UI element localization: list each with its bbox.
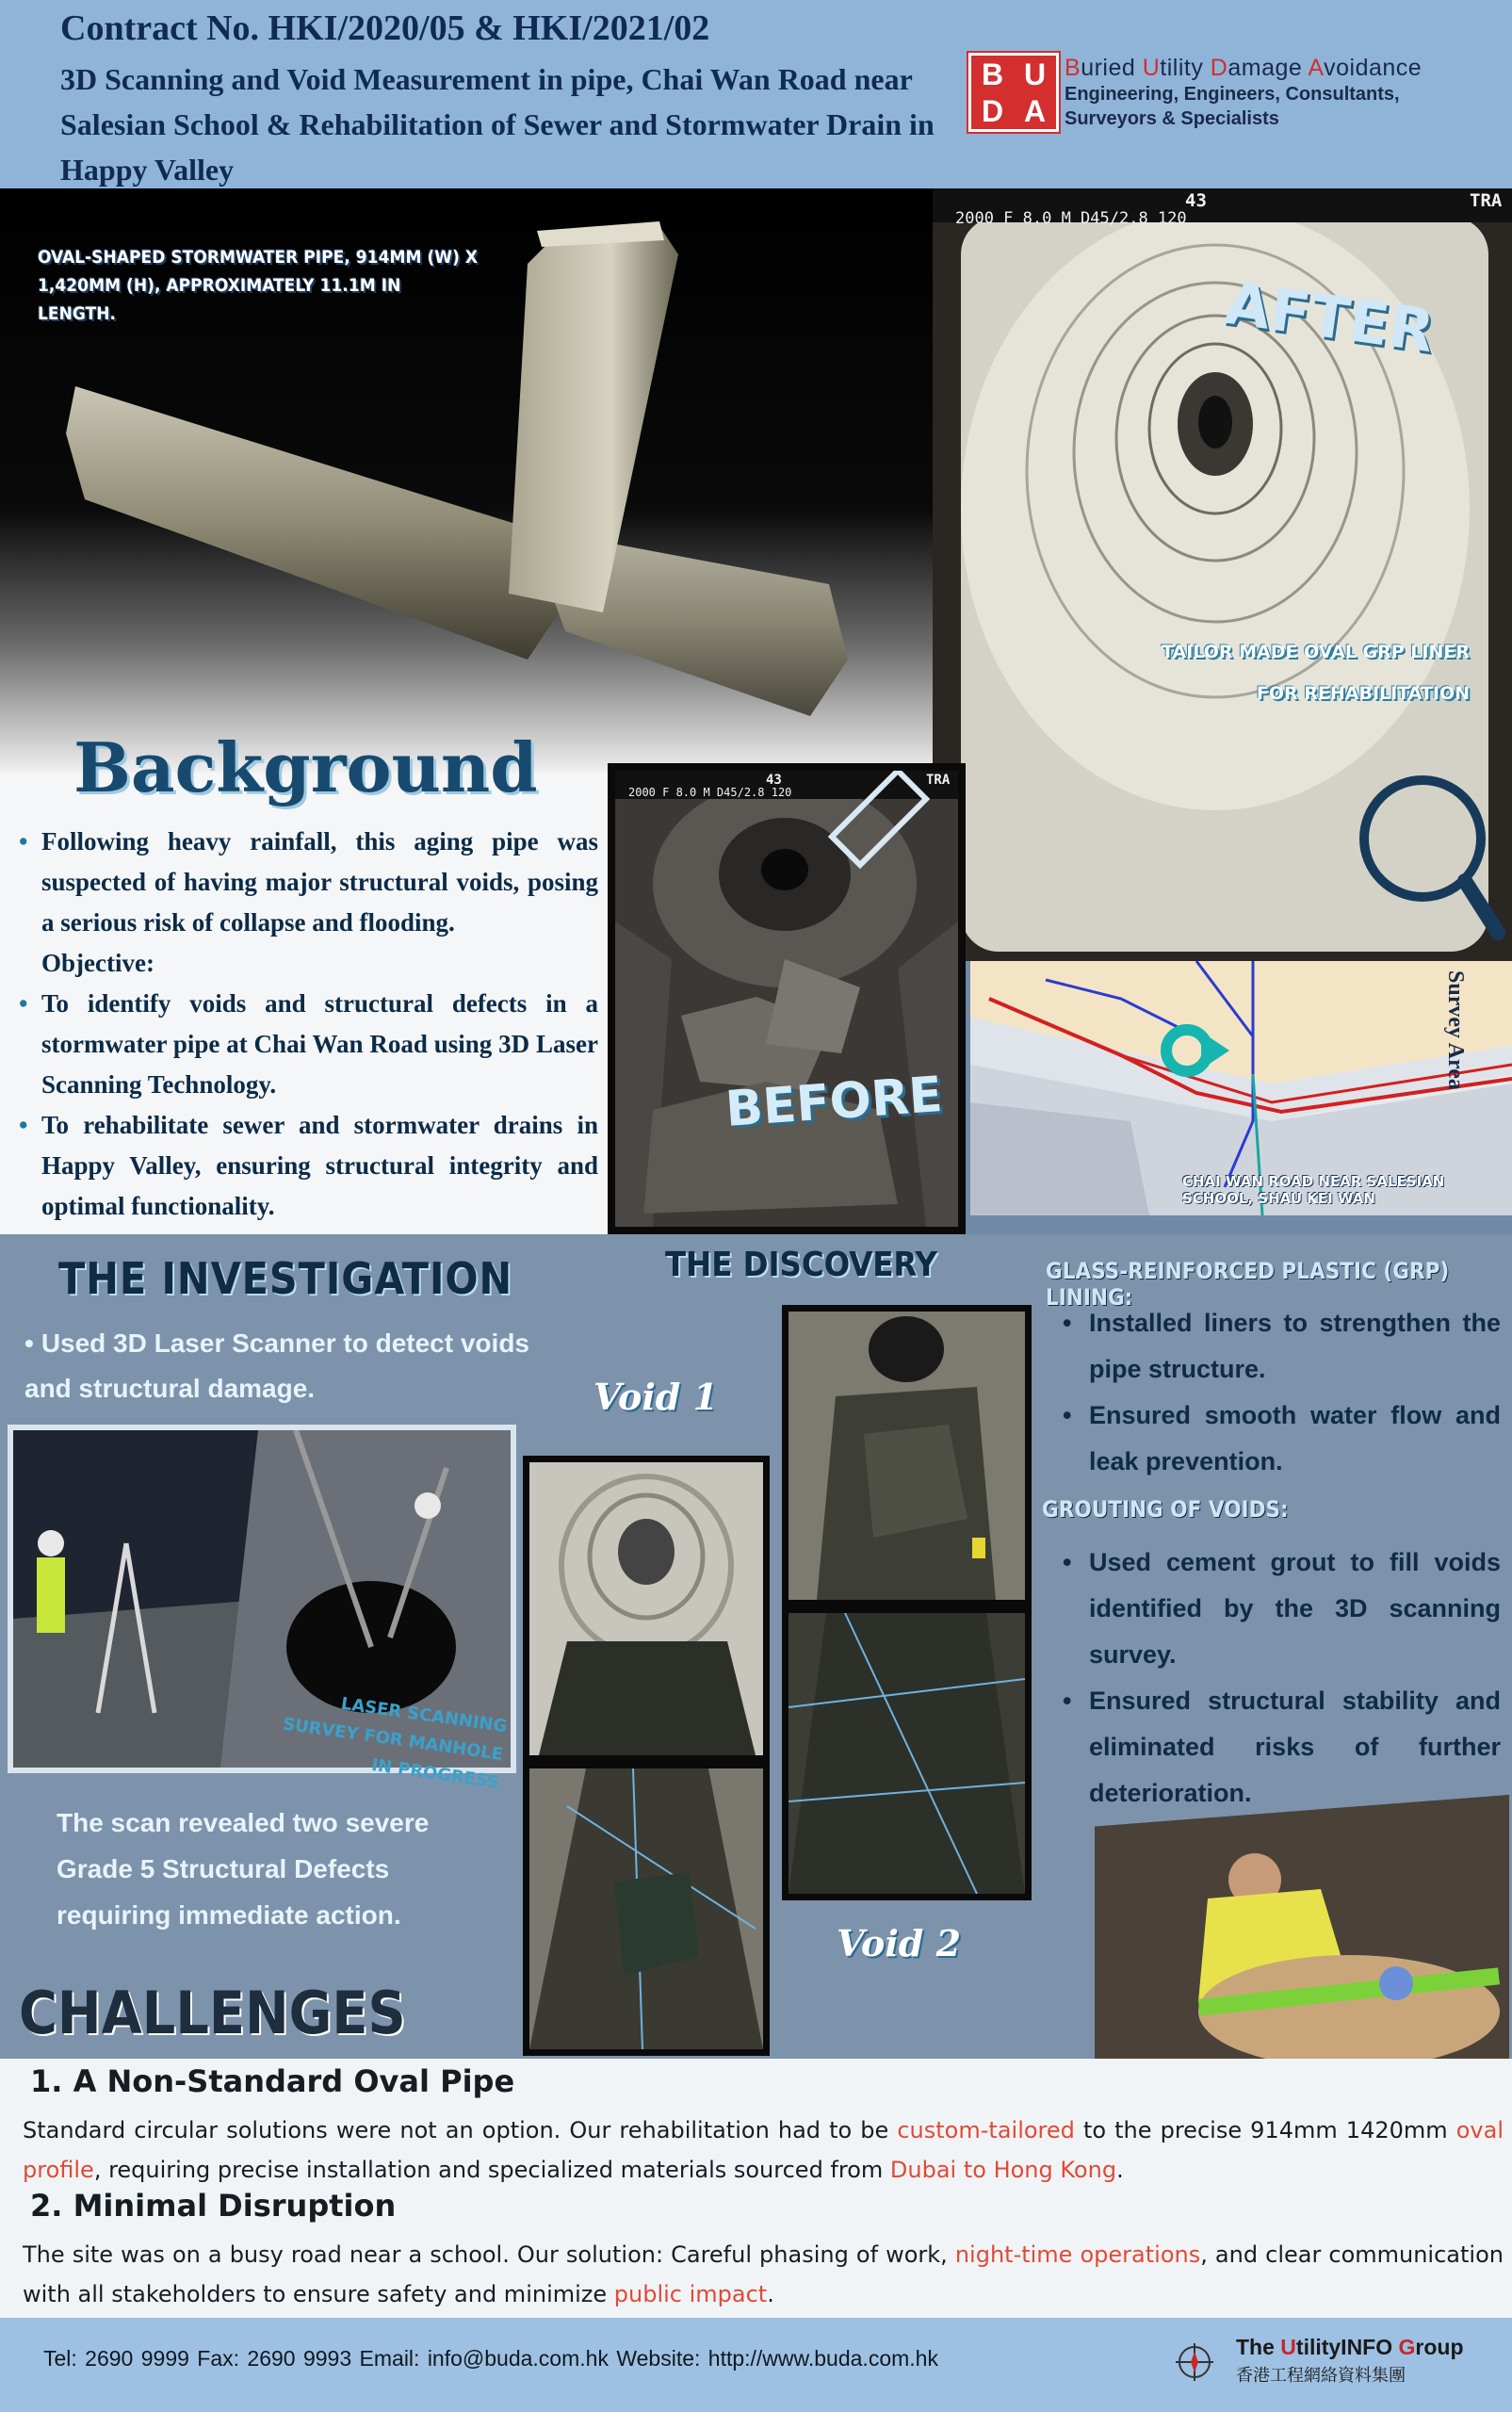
before-pipe-graphic xyxy=(615,771,958,1227)
grouting-title: GROUTING OF VOIDS: xyxy=(1042,1496,1289,1523)
grp-photo-graphic xyxy=(1095,1795,1509,2059)
org-name xyxy=(1065,55,1422,82)
bullet-text: To rehabilitate sewer and stormwater drains in Happy Valley, ensuring structural integrity and optimal functionality. xyxy=(41,1111,598,1220)
before-label: BEFORE xyxy=(723,1067,945,1138)
header-banner xyxy=(0,0,1512,188)
challenge-text: , requiring precise installation and specialized materials sourced from xyxy=(93,2157,890,2183)
void-photo-graphic xyxy=(529,1462,763,1755)
after-corner-text: TRA xyxy=(1470,190,1503,211)
logo-letter: B xyxy=(981,57,1004,91)
before-frame-number: 43 xyxy=(766,773,782,788)
org-initial: A xyxy=(1308,55,1325,81)
challenge-highlight: custom-tailored xyxy=(897,2117,1075,2143)
bullet-icon: • xyxy=(1063,1687,1072,1715)
challenge-highlight: public impact xyxy=(613,2281,768,2307)
grp-lining-title: GLASS-REINFORCED PLASTIC (GRP) LINING: xyxy=(1046,1258,1450,1311)
survey-area-label: Survey Area xyxy=(1443,970,1468,1090)
before-corner-text: TRA xyxy=(926,773,951,788)
void-photo-graphic xyxy=(789,1613,1025,1894)
after-frame-number: 43 xyxy=(1185,190,1207,211)
background-bullet xyxy=(19,822,598,943)
background-body xyxy=(19,822,598,1227)
challenge-highlight: oval profile xyxy=(23,2117,1504,2183)
after-camera-overlay: 2000 F 8.0 M D45/2.8 120 xyxy=(955,209,1187,228)
logo-letter: U xyxy=(1023,57,1047,91)
org-desc-line2: Surveyors & Specialists xyxy=(1065,108,1279,129)
org-word: voidance xyxy=(1324,55,1423,81)
footer xyxy=(0,2318,1512,2412)
utilityinfo-group xyxy=(1236,2335,1464,2387)
group-name-part: U xyxy=(1280,2335,1296,2359)
void-photo xyxy=(782,1305,1032,1606)
bullet-icon: • xyxy=(1063,1309,1072,1337)
challenge-text: , and clear communication with all stakeholders to ensure safety and minimize xyxy=(23,2241,1504,2307)
bullet-icon: • xyxy=(1063,1401,1072,1429)
bullet-icon: • xyxy=(19,1111,28,1139)
void-2-label: Void 2 xyxy=(837,1922,962,1964)
bullet-icon: • xyxy=(19,827,28,856)
background-title: Background xyxy=(73,727,538,807)
challenge-text: Standard circular solutions were not an option. Our rehabilitation had to be xyxy=(23,2117,898,2143)
org-initial: D xyxy=(1210,55,1228,81)
void-photo-graphic xyxy=(789,1312,1025,1600)
utilityinfo-logo-icon xyxy=(1157,2339,1223,2386)
org-word: tility xyxy=(1160,55,1211,81)
challenge-text: to the precise 914mm 1420mm xyxy=(1074,2117,1456,2143)
org-word: uried xyxy=(1081,55,1143,81)
group-name xyxy=(1236,2335,1464,2360)
group-name-part: tilityINFO xyxy=(1295,2335,1399,2359)
challenge-highlight: Dubai to Hong Kong xyxy=(889,2157,1117,2183)
grp-list xyxy=(1063,1300,1501,1485)
group-name-part: The xyxy=(1236,2335,1281,2359)
challenge-1-text xyxy=(23,2110,1504,2190)
challenge-text: The site was on a busy road near a school. Our solution: Careful phasing of work, xyxy=(23,2241,955,2268)
challenge-2-text xyxy=(23,2235,1504,2314)
org-word: amage xyxy=(1227,55,1309,81)
bullet-text: Following heavy rainfall, this aging pipe was suspected of having major structural voids, posing a serious risk of collapse and flooding. xyxy=(41,827,598,937)
org-initial: U xyxy=(1142,55,1161,81)
objective-label: Objective: xyxy=(41,949,154,977)
bullet-text: Used cement grout to fill voids identified by the 3D scanning survey. xyxy=(1089,1548,1501,1669)
bullet-icon: • xyxy=(1063,1548,1072,1576)
challenge-text: . xyxy=(767,2281,774,2307)
group-name-part: G xyxy=(1398,2335,1416,2359)
group-name-part: roup xyxy=(1415,2335,1464,2359)
before-photo xyxy=(608,763,966,1234)
void-photo xyxy=(523,1762,770,2056)
investigation-title: THE INVESTIGATION xyxy=(58,1253,513,1304)
grouting-list xyxy=(1063,1540,1501,1817)
org-desc-line1: Engineering, Engineers, Consultants, xyxy=(1065,84,1400,105)
bullet-text: To identify voids and structural defects in a stormwater pipe at Chai Wan Road using 3D Laser Scanning Technology. xyxy=(41,989,598,1099)
map-caption: CHAI WAN ROAD NEAR SALESIAN SCHOOL, SHAU KEI WAN xyxy=(1182,1173,1445,1207)
background-bullet xyxy=(19,984,598,1105)
challenge-text: . xyxy=(1116,2157,1124,2183)
void-photo-graphic xyxy=(529,1768,763,2049)
contact-info: Tel: 2690 9999 Fax: 2690 9993 Email: info@buda.com.hk Website: http://www.buda.com.hk xyxy=(43,2346,938,2371)
background-bullet xyxy=(19,1105,598,1227)
discovery-title: THE DISCOVERY xyxy=(665,1246,937,1284)
survey-photo-label: LASER SCANNING SURVEY FOR MANHOLE IN PROGRESS xyxy=(281,1693,509,1793)
void-photo xyxy=(782,1606,1032,1900)
bullet-text: Ensured structural stability and eliminated risks of further deterioration. xyxy=(1089,1687,1501,1807)
bullet-icon: • xyxy=(24,1328,34,1358)
pipe-dimension-label: OVAL-SHAPED STORMWATER PIPE, 914MM (W) X 1,420MM (H), APPROXIMATELY 11.1M IN LENGTH. xyxy=(38,247,479,324)
challenges-title: CHALLENGES xyxy=(19,1979,406,2047)
before-camera-overlay: 2000 F 8.0 M D45/2.8 120 xyxy=(628,786,792,799)
grp-bullet xyxy=(1063,1393,1501,1485)
bullet-text: Used 3D Laser Scanner to detect voids and structural damage. xyxy=(24,1328,529,1403)
after-label: AFTER xyxy=(1221,268,1439,367)
project-title: 3D Scanning and Void Measurement in pipe, Chai Wan Road near Salesian School & Rehabilitation of Sewer and Stormwater Drain in Happy Valley xyxy=(60,62,935,187)
scan-revealed-text: The scan revealed two severe Grade 5 Structural Defects requiring immediate action. xyxy=(57,1808,430,1930)
group-name-chinese: 香港工程網絡資料集團 xyxy=(1236,2366,1406,2386)
bullet-icon: • xyxy=(19,989,28,1018)
challenge-1-heading: 1. A Non-Standard Oval Pipe xyxy=(30,2063,515,2099)
contract-number: Contract No. HKI/2020/05 & HKI/2021/02 xyxy=(60,8,710,48)
grouting-bullet xyxy=(1063,1678,1501,1817)
bullet-text: Installed liners to strengthen the pipe structure. xyxy=(1089,1309,1501,1383)
challenge-highlight: night-time operations xyxy=(954,2241,1201,2268)
logo-letter: D xyxy=(981,93,1004,128)
liner-label: TAILOR MADE OVAL GRP LINER FOR REHABILITATION xyxy=(1162,642,1470,704)
grp-bullet xyxy=(1063,1300,1501,1393)
bullet-text: Ensured smooth water flow and leak prevention. xyxy=(1089,1401,1501,1475)
logo-letter: A xyxy=(1023,93,1047,128)
challenge-2-heading: 2. Minimal Disruption xyxy=(30,2188,397,2224)
grouting-bullet xyxy=(1063,1540,1501,1678)
void-photo xyxy=(523,1456,770,1762)
org-name-block xyxy=(1065,55,1422,131)
grp-installation-photo xyxy=(1095,1795,1509,2059)
buda-logo xyxy=(968,53,1059,132)
investigation-bullet xyxy=(24,1321,533,1411)
void-1-label: Void 1 xyxy=(593,1376,719,1418)
org-initial: B xyxy=(1065,55,1081,81)
